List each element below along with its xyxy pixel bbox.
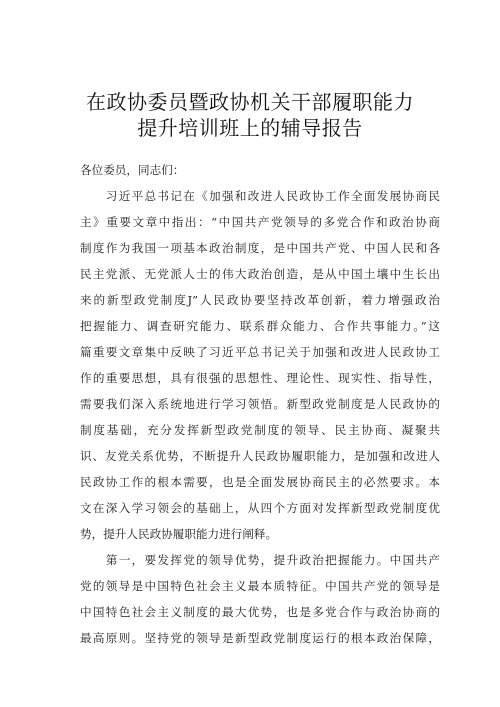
body-line: 第一，要发挥党的领导优势，提升政治把握能力。中国共产 bbox=[80, 553, 440, 567]
body-line: 最高原则。坚持党的领导是新型政党制度运行的根本政治保障， bbox=[80, 631, 440, 645]
body-line: 势，提升人民政协履职能力进行阐释。 bbox=[80, 527, 278, 541]
document-title-line-1: 在政协委员暨政协机关干部履职能力 bbox=[86, 90, 414, 114]
body-line: 把握能力、调查研究能力、联系群众能力、合作共事能力。”这 bbox=[80, 319, 440, 333]
document-title-line-2: 提升培训班上的辅导报告 bbox=[137, 116, 363, 140]
body-line: 民主党派、无党派人士的伟大政治创造，是从中国土壤中生长出 bbox=[80, 267, 440, 281]
body-line: 中国特色社会主义制度的最大优势，也是多党合作与政治协商的 bbox=[80, 605, 440, 619]
body-line: 习近平总书记在《加强和改进人民政协工作全面发展协商民 bbox=[80, 189, 440, 203]
body-line: 党的领导是中国特色社会主义最本质特征。中国共产党的领导是 bbox=[80, 579, 440, 593]
body-line: 主》重要文章中指出：“中国共产党领导的多党合作和政治协商 bbox=[80, 215, 440, 229]
body-line: 制度基础，充分发挥新型政党制度的领导、民主协商、凝聚共 bbox=[80, 423, 440, 437]
body-line: 篇重要文章集中反映了习近平总书记关于加强和改进人民政协工 bbox=[80, 345, 440, 359]
body-line: 需要我们深入系统地进行学习领悟。新型政党制度是人民政协的 bbox=[80, 397, 440, 411]
salutation: 各位委员，同志们： bbox=[80, 163, 185, 177]
body-line: 来的新型政党制度J”人民政协要坚持改革创新，着力增强政治 bbox=[80, 293, 440, 307]
body-line: 制度作为我国一项基本政治制度，是中国共产党、中国人民和各 bbox=[80, 241, 440, 255]
body-line: 民政协工作的根本需要，也是全面发展协商民主的必然要求。本 bbox=[80, 475, 440, 489]
body-line: 文在深入学习领会的基础上，从四个方面对发挥新型政党制度优 bbox=[80, 501, 440, 515]
body-line: 作的重要思想，具有很强的思想性、理论性、现实性、指导性， bbox=[80, 371, 440, 385]
document-body bbox=[80, 157, 440, 651]
body-line: 识、友党关系优势，不断提升人民政协履职能力，是加强和改进人 bbox=[80, 449, 440, 463]
